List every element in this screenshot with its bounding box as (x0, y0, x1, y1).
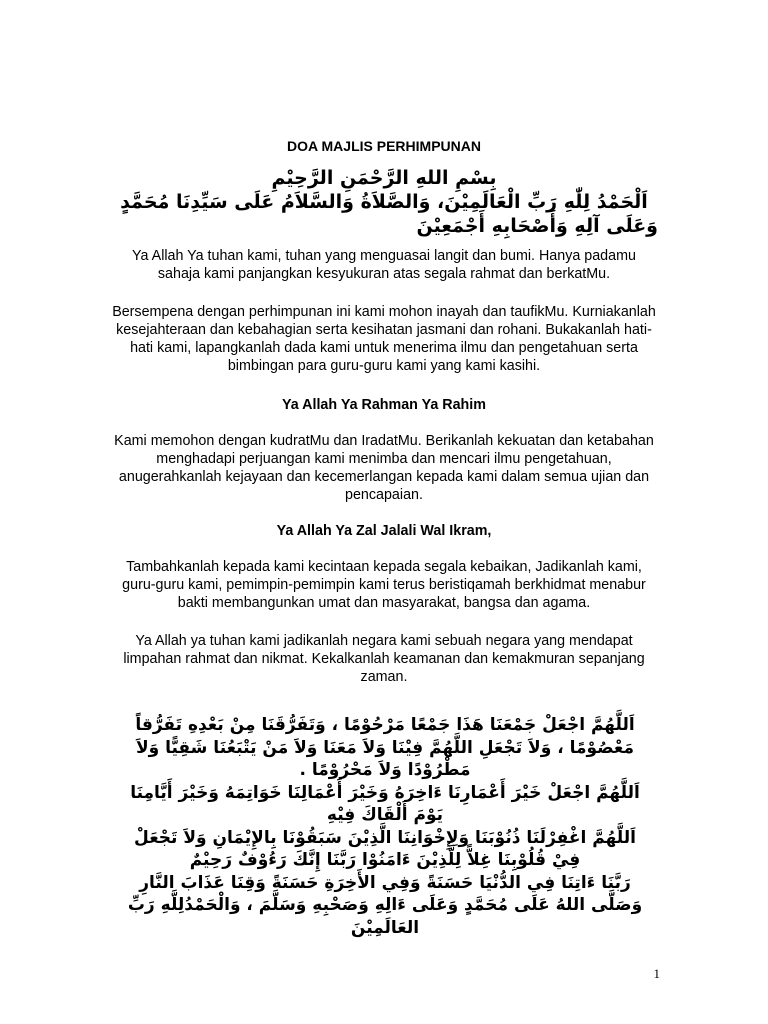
prayer-line: وَصَلَّى اللهُ عَلَى مُحَمَّدٍ وَعَلَى ءَالِهِ وَصَحْبِهِ وَسَلَّمَ ، وَالْحَمْدُلِلَّهِ رَبِّ (127, 895, 643, 915)
prayer-line: مَطْرُوْدًا وَلاَ مَحْرُوْمًا . (299, 760, 471, 780)
prayer-line: رَبَّنَا ءَاتِنَا فِي الدُّنْيَا حَسَنَةً وَفِي الأَخِرَةِ حَسَنَةً وَقِنَا عَذَابَ النَّارِ (139, 872, 631, 893)
heading-rahman-rahim: Ya Allah Ya Rahman Ya Rahim (282, 397, 486, 413)
paragraph-strength: Kami memohon dengan kudratMu dan IradatMu. Berikanlah kekuatan dan ketabahan menghadapi perjuangan kami menimba dan mencari ilmu pengetahuan, anugerahkanlah kejayaan dan kecemerlangan kepada kami dalam semua ujian dan pencapaian. (114, 433, 654, 503)
prayer-line: مَعْصُوْمًا ، وَلاَ تَجْعَلِ اللَّهُمَّ فِيْنَا وَلاَ مَعَنَا وَلاَ مَنْ يَتْبَعُنَا شَقِيًّا وَلاَ (135, 737, 635, 758)
document-title: DOA MAJLIS PERHIMPUNAN (287, 138, 481, 154)
hamdalah-line: اَلْحَمْدُ لِلّٰهِ رَبِّ الْعَالَمِيْنَ، وَالصَّلاَةُ وَالسَّلاَمُ عَلَى سَيِّدِنَا مُحَمَّدٍ (120, 191, 648, 213)
arabic-opening (110, 166, 658, 238)
paragraph-love-of-good: Tambahkanlah kepada kami kecintaan kepada segala kebaikan, Jadikanlah kami, guru-guru kami, pemimpin-pemimpin kami terus beristiqamah berkhidmat menabur bakti membangunkan umat dan masyarakat, bangsa dan agama. (122, 559, 646, 611)
prayer-line: اَللَّهُمَّ اجْعَلْ خَيْرَ أَعْمَارِنَا ءَاخِرَهُ وَخَيْرَ أَعْمَالِنَا خَوَاتِمَهُ وَخَيْرَ أَيَّامِنَا (130, 782, 640, 803)
page-number: 1 (653, 966, 660, 981)
paragraph-nation: Ya Allah ya tuhan kami jadikanlah negara kami sebuah negara yang mendapat limpahan rahmat dan nikmat. Kekalkanlah keamanan dan kemakmuran sepanjang zaman. (123, 633, 645, 685)
paragraph-gratitude: Ya Allah Ya tuhan kami, tuhan yang menguasai langit dan bumi. Hanya padamu sahaja kami panjangkan kesyukuran atas segala rahmat dan berkatMu. (132, 248, 636, 282)
prayer-line: اَللَّهُمَّ اغْفِرْلَنَا ذُنُوْبَنَا وَلِإِخْوَانِنَا الَّذِيْنَ سَبَقُوْنَا بِالإِيْمَانِ وَلاَ تَجْعَلْ (134, 827, 636, 848)
arabic-closing-prayer (108, 714, 662, 939)
prayer-line: العَالَمِيْنَ (350, 917, 420, 938)
paragraph-assembly: Bersempena dengan perhimpunan ini kami mohon inayah dan taufikMu. Kurniakanlah kesejahteraan dan kebahagian serta kesihatan jasmani dan rohani. Bukakanlah hati-hati kami, lapangkanlah dada kami untuk menerima ilmu dan pengetahuan serta bimbingan para guru-guru kami yang kami kasihi. (112, 304, 656, 374)
basmala-line: بِسْمِ اللهِ الرَّحْمَنِ الرَّحِيْمِ (271, 167, 497, 189)
heading-zal-jalali: Ya Allah Ya Zal Jalali Wal Ikram, (276, 523, 492, 539)
salawat-line: وَعَلَى آلِهِ وَأَصْحَابِهِ أَجْمَعِيْنَ (416, 215, 658, 237)
prayer-line: اَللَّهُمَّ اجْعَلْ جَمْعَنَا هَذَا جَمْعًا مَرْحُوْمًا ، وَتَفَرُّقَنَا مِنْ بَعْدِهِ تَفَرُّقاً (135, 715, 635, 735)
prayer-line: فِيْ قُلُوْبِنَا غِلاًّ لِلَّذِيْنَ ءَامَنُوْا رَبَّنَا إِنَّكَ رَءُوْفٌ رَحِيْمٌ (189, 850, 581, 870)
prayer-line: يَوْمَ أَلْقَاكَ فِيْهِ (326, 805, 444, 825)
